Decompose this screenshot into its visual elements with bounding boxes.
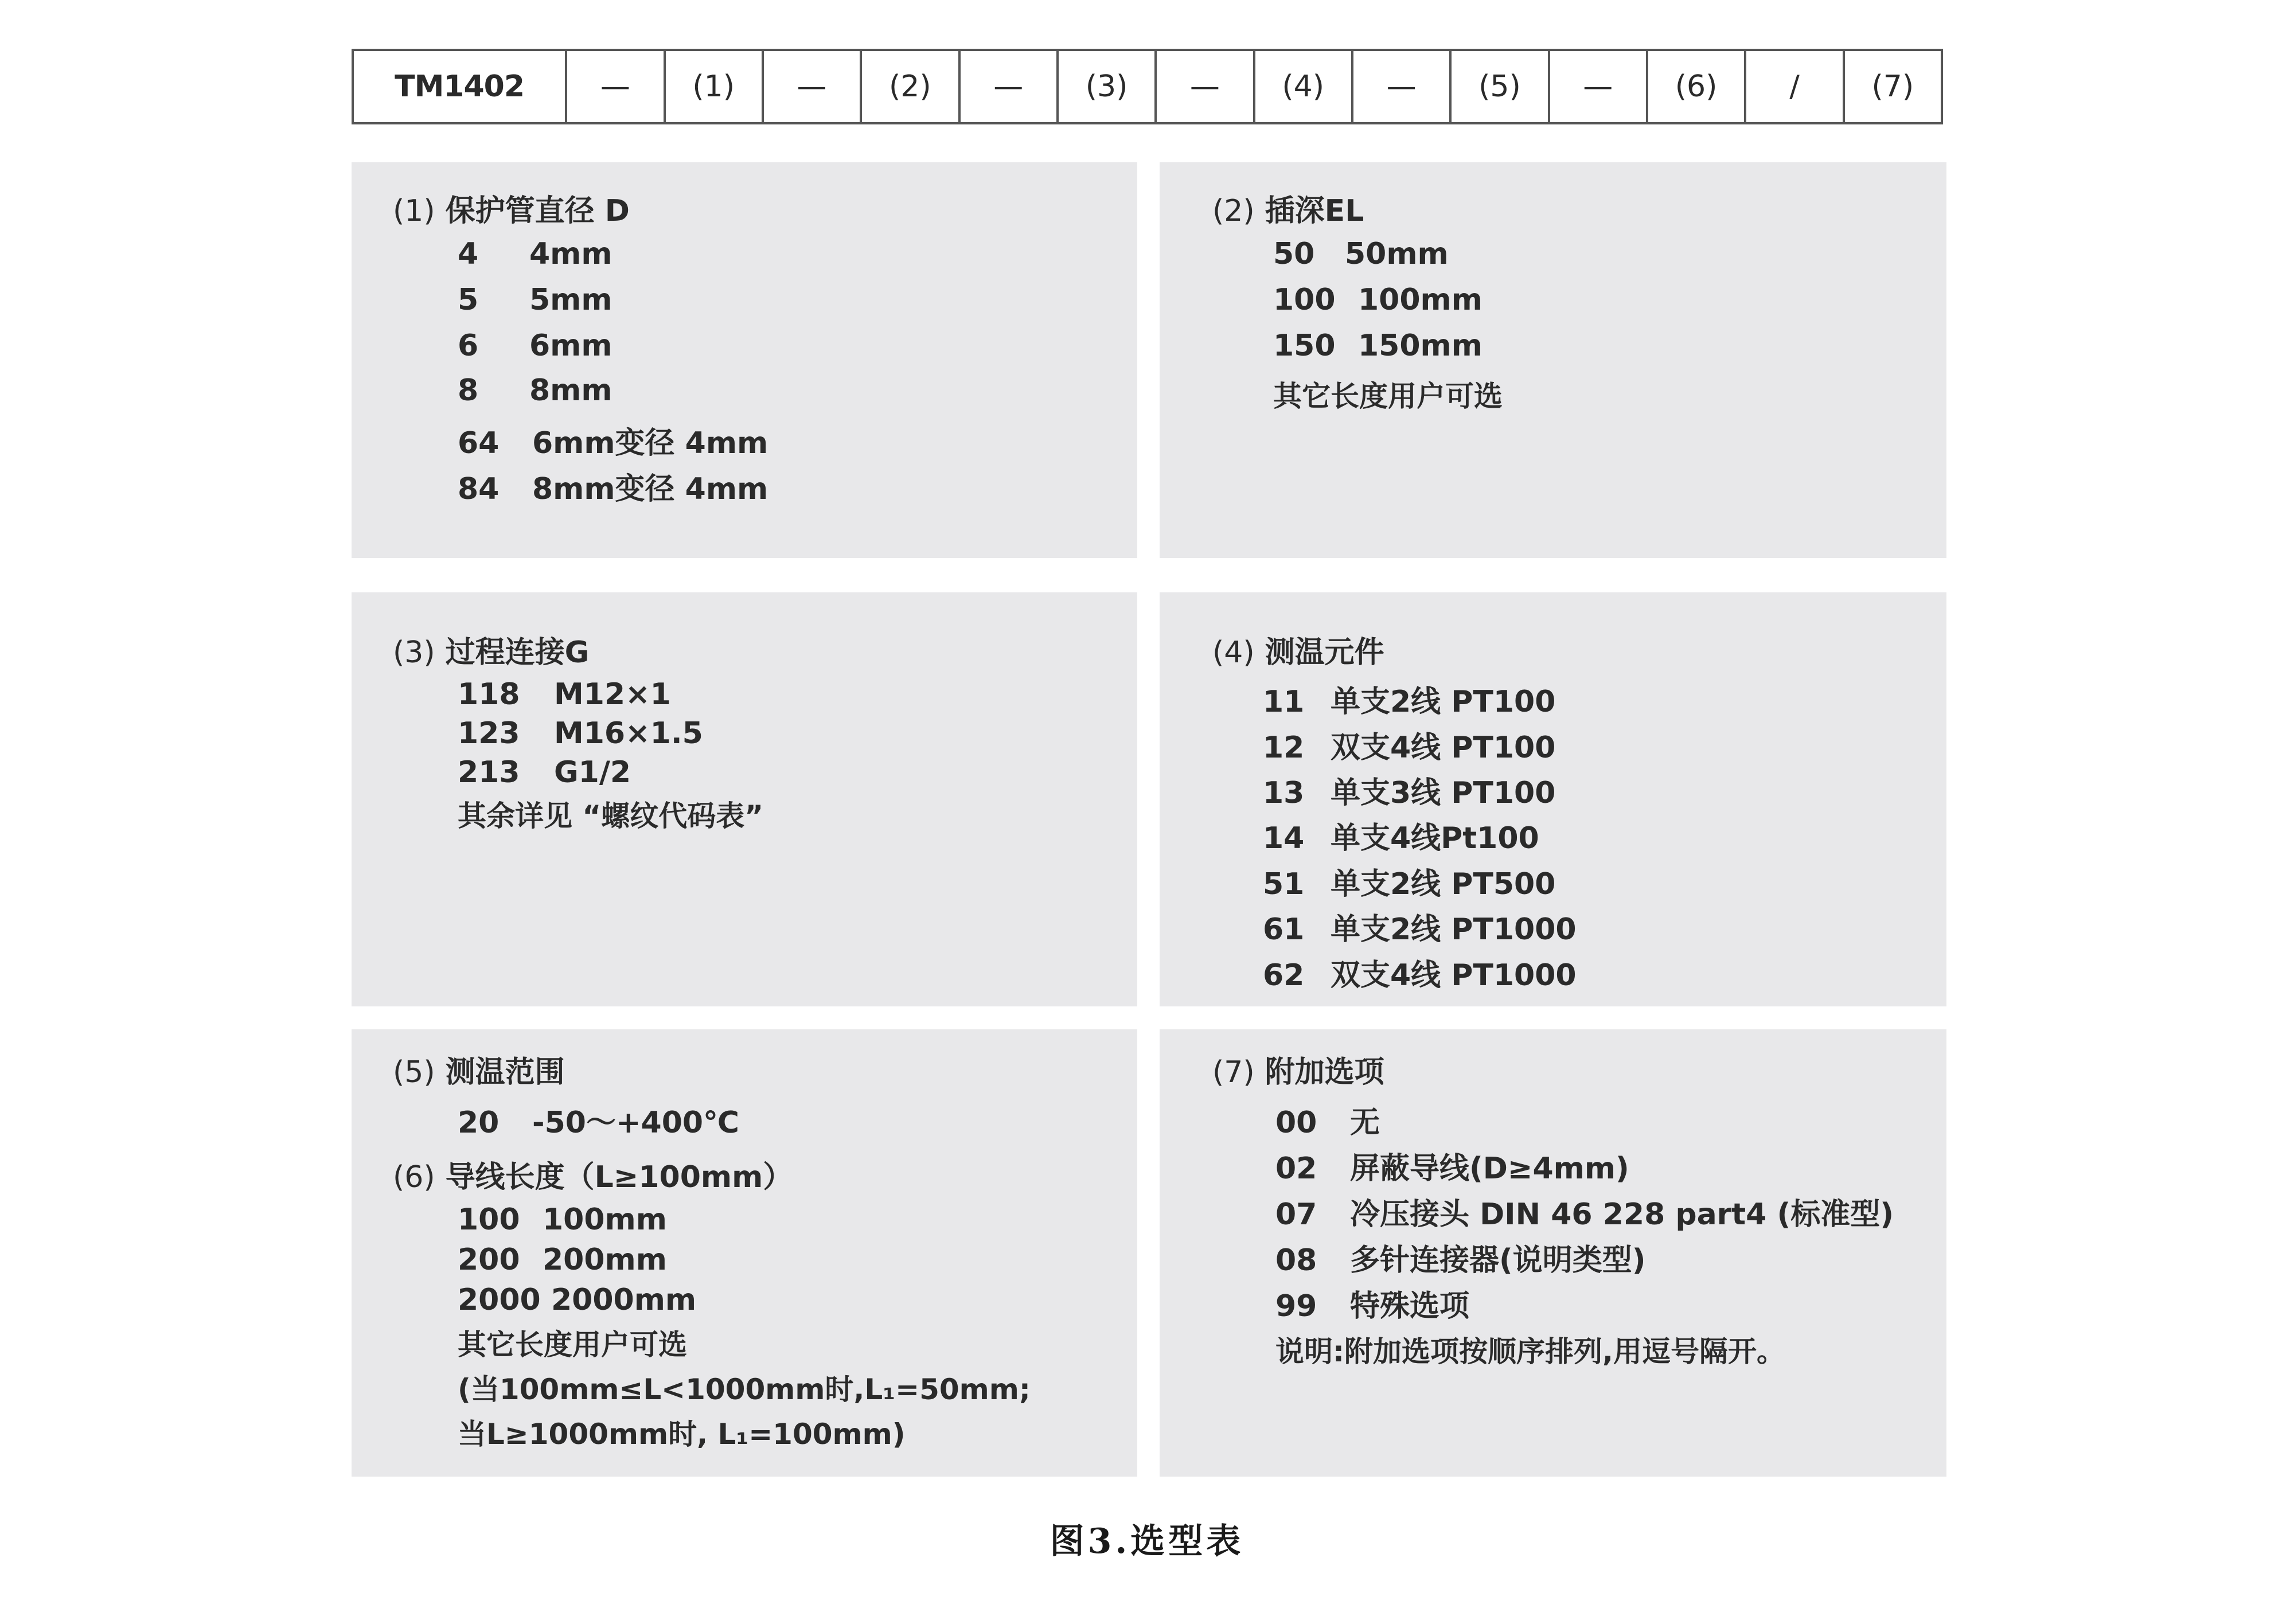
option-code: 200: [458, 1243, 520, 1277]
option-code: 14: [1263, 821, 1305, 856]
option-code: 61: [1263, 912, 1305, 947]
panel-note: 其它长度用户可选: [1273, 380, 1503, 413]
panel-title-text: 测温范围: [445, 1055, 565, 1090]
option-desc: 6mm变径 4mm: [532, 426, 768, 460]
list-item: [1275, 1282, 1469, 1325]
option-code: 11: [1263, 685, 1305, 719]
option-code: 20: [458, 1106, 500, 1140]
option-desc: 单支2线 PT500: [1331, 867, 1556, 901]
panel-sensing-element: [1160, 592, 1946, 1006]
option-desc: 单支2线 PT100: [1331, 685, 1556, 719]
option-code: 100: [458, 1203, 520, 1237]
code-cell-model: TM1402: [395, 69, 525, 104]
option-code: 123: [458, 716, 520, 751]
panel-title: [393, 628, 589, 671]
panel-title-text: 导线长度（L≥100mm）: [445, 1160, 793, 1194]
code-cell-6: (6): [1646, 51, 1744, 122]
option-code: 4: [458, 237, 479, 271]
option-desc: 50mm: [1345, 237, 1449, 271]
list-item: [458, 1098, 739, 1141]
list-item: [458, 464, 768, 508]
option-desc: M12×1: [554, 677, 671, 712]
figure-caption: 图3.选型表: [1050, 1521, 1244, 1561]
panel-number: (3): [393, 635, 435, 670]
panel-note: 说明:附加选项按顺序排列,用逗号隔开。: [1275, 1335, 1785, 1368]
code-cell-7: (7): [1843, 51, 1941, 122]
option-code: 51: [1263, 867, 1305, 901]
option-desc: 无: [1350, 1106, 1380, 1140]
list-item: [458, 237, 612, 271]
code-cell-separator: —: [762, 51, 860, 122]
option-desc: 多针连接器(说明类型): [1350, 1243, 1646, 1278]
panel-note: 其它长度用户可选: [458, 1328, 687, 1361]
code-cell-separator: —: [565, 51, 663, 122]
list-item: [1263, 905, 1577, 948]
list-item: [1273, 283, 1482, 317]
option-code: 2000: [458, 1283, 541, 1317]
code-cell-4: (4): [1253, 51, 1351, 122]
option-desc: 150mm: [1358, 329, 1482, 363]
panel-number: (5): [393, 1055, 435, 1090]
option-desc: 200mm: [543, 1243, 667, 1277]
code-cell-2: (2): [860, 51, 958, 122]
list-item: [1263, 677, 1555, 720]
option-code: 12: [1263, 731, 1305, 765]
option-code: 62: [1263, 958, 1305, 993]
list-item: [458, 1283, 696, 1317]
code-cell-separator: —: [1154, 51, 1253, 122]
code-cell-separator: —: [958, 51, 1056, 122]
list-item: [1273, 329, 1482, 363]
list-item: [1275, 1098, 1380, 1141]
panel-process-connection: [352, 592, 1137, 1006]
option-desc: 8mm变径 4mm: [532, 472, 768, 506]
option-code: 100: [1273, 283, 1336, 317]
panel-title-text: 保护管直径 D: [445, 194, 630, 228]
panel-number: (7): [1212, 1055, 1255, 1090]
list-item: [1263, 860, 1555, 903]
list-item: [458, 716, 703, 751]
option-desc: G1/2: [554, 755, 631, 790]
panel-title: [393, 1153, 793, 1196]
list-item: [1263, 768, 1555, 811]
panel-title: [393, 186, 630, 229]
list-item: [458, 1203, 667, 1237]
option-desc: M16×1.5: [554, 716, 703, 751]
panel-note: 当L≥1000mm时, L₁=100mm): [458, 1418, 906, 1451]
panel-title: [1212, 1048, 1384, 1091]
panel-number: (4): [1212, 635, 1255, 670]
panel-title: [393, 1048, 565, 1091]
option-code: 5: [458, 283, 479, 317]
list-item: [458, 1243, 667, 1277]
option-desc: 单支2线 PT1000: [1331, 912, 1577, 947]
list-item: [458, 329, 612, 363]
option-code: 84: [458, 472, 500, 506]
code-cell-1: (1): [664, 51, 762, 122]
option-desc: 特殊选项: [1350, 1289, 1470, 1324]
code-cell-3: (3): [1056, 51, 1154, 122]
option-code: 13: [1263, 776, 1305, 810]
code-cell-separator: —: [1548, 51, 1646, 122]
list-item: [1263, 951, 1577, 994]
option-desc: 单支3线 PT100: [1331, 776, 1556, 810]
option-code: 50: [1273, 237, 1315, 271]
option-code: 6: [458, 329, 479, 363]
list-item: [1263, 723, 1555, 766]
panel-note: (当100mm≤L<1000mm时,L₁=50mm;: [458, 1373, 1031, 1406]
list-item: [1275, 1144, 1629, 1187]
option-desc: 冷压接头 DIN 46 228 part4 (标准型): [1350, 1197, 1894, 1232]
list-item: [1273, 237, 1449, 271]
panel-number: (6): [393, 1160, 435, 1194]
code-cell-slash: /: [1744, 51, 1842, 122]
option-desc: 双支4线 PT100: [1331, 731, 1556, 765]
panel-note: 其余详见 “螺纹代码表”: [458, 799, 764, 833]
list-item: [458, 755, 631, 790]
option-code: 213: [458, 755, 520, 790]
option-desc: 单支4线Pt100: [1331, 821, 1539, 856]
code-cell-separator: —: [1351, 51, 1449, 122]
panel-additional-options: [1160, 1029, 1946, 1477]
option-desc: 双支4线 PT1000: [1331, 958, 1577, 993]
list-item: [458, 419, 768, 462]
option-desc: 100mm: [543, 1203, 667, 1237]
panel-insertion-depth: [1160, 162, 1946, 558]
option-code: 08: [1275, 1243, 1317, 1278]
list-item: [1275, 1236, 1646, 1279]
option-desc: 4mm: [529, 237, 612, 271]
panel-number: (1): [393, 194, 435, 228]
panel-title-text: 插深EL: [1265, 194, 1364, 228]
panel-title: [1212, 628, 1384, 671]
list-item: [458, 373, 612, 408]
option-desc: -50～+400℃: [532, 1106, 740, 1140]
option-code: 02: [1275, 1151, 1317, 1186]
list-item: [1275, 1190, 1894, 1233]
option-code: 150: [1273, 329, 1336, 363]
list-item: [458, 677, 671, 712]
option-code: 07: [1275, 1197, 1317, 1232]
option-desc: 100mm: [1358, 283, 1482, 317]
option-desc: 5mm: [529, 283, 612, 317]
panel-number: (2): [1212, 194, 1255, 228]
option-desc: 6mm: [529, 329, 612, 363]
option-code: 99: [1275, 1289, 1317, 1324]
panel-range-and-lead: [352, 1029, 1137, 1477]
panel-tube-diameter: [352, 162, 1137, 558]
panel-title: [1212, 186, 1364, 229]
option-desc: 2000mm: [551, 1283, 697, 1317]
option-desc: 8mm: [529, 373, 612, 408]
panel-title-text: 过程连接G: [445, 635, 590, 670]
code-cell-5: (5): [1449, 51, 1547, 122]
panel-title-text: 附加选项: [1265, 1055, 1384, 1090]
option-desc: 屏蔽导线(D≥4mm): [1350, 1151, 1629, 1186]
list-item: [458, 283, 612, 317]
list-item: [1263, 814, 1539, 857]
option-code: 118: [458, 677, 520, 712]
model-code-strip: [352, 49, 1943, 124]
panel-title-text: 测温元件: [1265, 635, 1384, 670]
option-code: 8: [458, 373, 479, 408]
option-code: 64: [458, 426, 500, 460]
option-code: 00: [1275, 1106, 1317, 1140]
